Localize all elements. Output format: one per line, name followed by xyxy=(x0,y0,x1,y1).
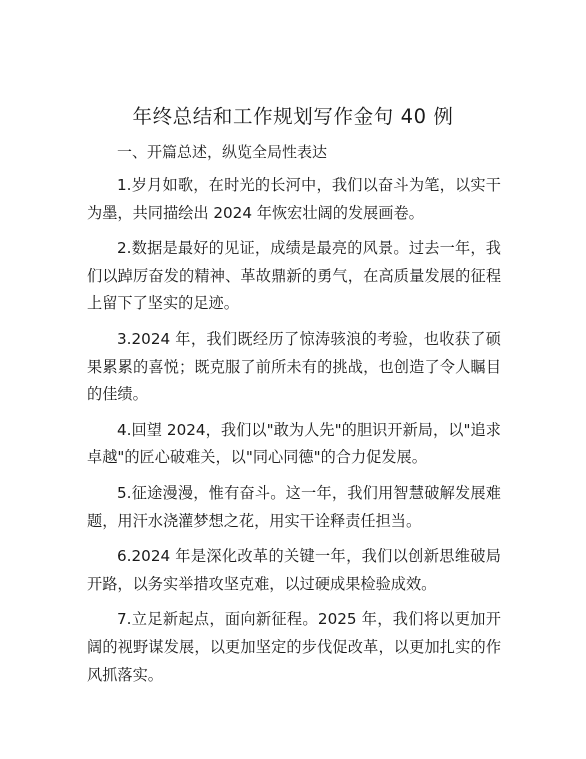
paragraph-1: 1.岁月如歌，在时光的长河中，我们以奋斗为笔，以实干为墨，共同描绘出 2024 年恢宏壮阔的发展画卷。 xyxy=(87,176,501,222)
section-heading: 一、开篇总述，纵览全局性表达 xyxy=(117,143,328,161)
document-title: 年终总结和工作规划写作金句 40 例 xyxy=(132,105,454,128)
paragraph-5: 5.征途漫漫，惟有奋斗。这一年，我们用智慧破解发展难题，用汗水浇灌梦想之花，用实干诠释责任担当。 xyxy=(87,483,501,530)
paragraph-6: 6.2024 年是深化改革的关键一年，我们以创新思维破局开路，以务实举措攻坚克难，以过硬成果检验成效。 xyxy=(87,547,501,593)
document-body xyxy=(87,172,501,697)
paragraph-2: 2.数据是最好的见证，成绩是最亮的风景。过去一年，我们以踔厉奋发的精神、革故鼎新的勇气，在高质量发展的征程上留下了坚实的足迹。 xyxy=(87,239,501,313)
paragraph-4: 4.回望 2024，我们以"敢为人先"的胆识开新局，以"追求卓越"的匠心破难关，以"同心同德"的合力促发展。 xyxy=(87,420,501,467)
paragraph-7: 7.立足新起点，面向新征程。2025 年，我们将以更加开阔的视野谋发展，以更加坚定的步伐促改革，以更加扎实的作风抓落实。 xyxy=(87,610,501,684)
paragraph-3: 3.2024 年，我们既经历了惊涛骇浪的考验，也收获了硕果累累的喜悦；既克服了前所未有的挑战，也创造了令人瞩目的佳绩。 xyxy=(87,329,501,404)
